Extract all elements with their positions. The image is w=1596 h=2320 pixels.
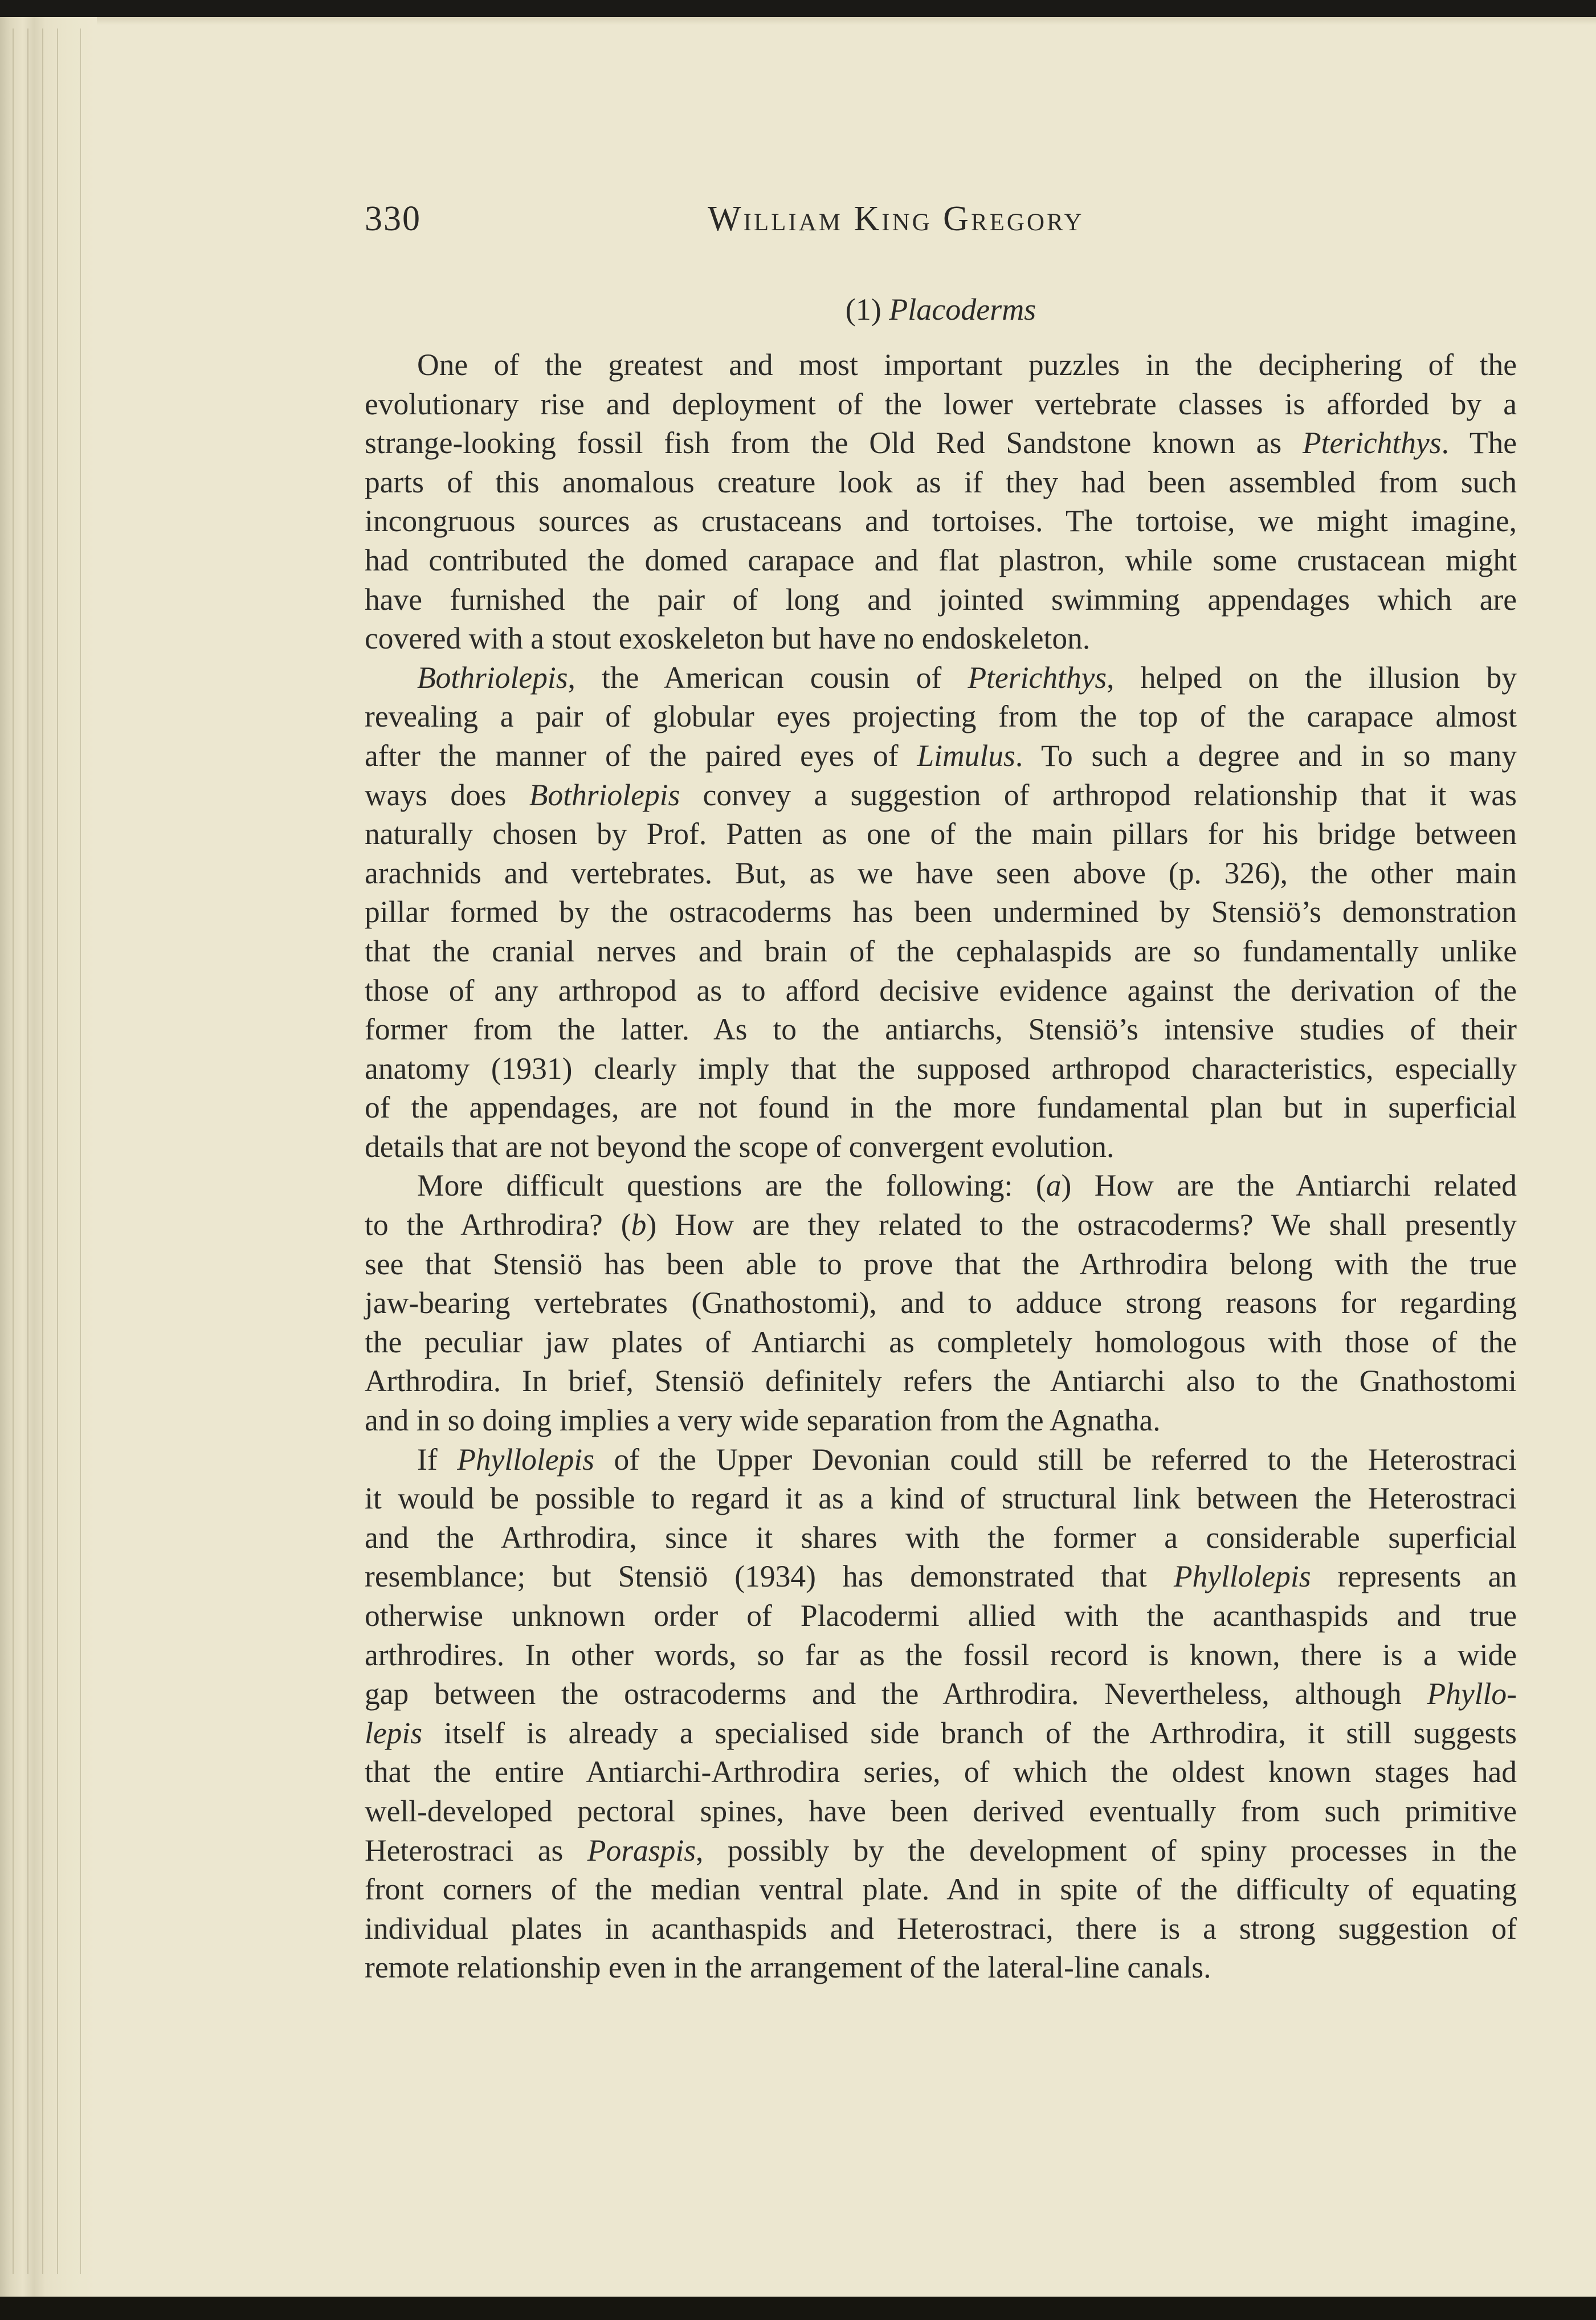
body-text <box>365 345 1517 1987</box>
text-segment: well-developed pectoral spines, have been derived eventually from such primitive <box>365 1793 1517 1828</box>
text-line <box>365 1440 1517 1479</box>
text-line <box>365 776 1517 815</box>
text-segment: the peculiar jaw plates of Antiarchi as completely homologous with those of the <box>365 1324 1517 1359</box>
text-line <box>365 1518 1517 1557</box>
text-segment: gap between the ostracoderms and the Arthrodira. Nevertheless, although <box>365 1677 1427 1711</box>
section-heading <box>365 290 1517 329</box>
text-line <box>365 971 1517 1010</box>
text-line <box>365 1792 1517 1831</box>
text-segment: that the entire Antiarchi-Arthrodira series, of which the oldest known stages had <box>365 1755 1517 1789</box>
text-line <box>365 1049 1517 1088</box>
text-line <box>365 345 1517 385</box>
text-segment: . The <box>1441 426 1517 460</box>
text-line <box>365 1323 1517 1362</box>
text-segment: If <box>417 1442 458 1477</box>
text-line <box>365 854 1517 893</box>
text-segment: arachnids and vertebrates. But, as we have seen above (p. 326), the other main <box>365 855 1517 890</box>
text-line <box>365 814 1517 854</box>
section-title: Placoderms <box>889 292 1036 327</box>
text-segment: incongruous sources as crustaceans and tortoises. The tortoise, we might imagine, <box>365 504 1517 539</box>
text-segment: , possibly by the development of spiny processes in the <box>696 1833 1517 1868</box>
text-segment: convey a suggestion of arthropod relationship that it was <box>680 777 1517 812</box>
page-edge-line <box>27 28 28 2274</box>
text-line <box>365 1870 1517 1909</box>
text-segment: details that are not beyond the scope of convergent evolution. <box>365 1129 1115 1164</box>
text-line <box>365 463 1517 502</box>
text-segment: ) How are the Antiarchi related <box>1061 1168 1517 1203</box>
book-page <box>0 17 1596 2297</box>
text-line <box>365 1479 1517 1518</box>
text-segment: represents an <box>1311 1559 1517 1594</box>
text-line <box>365 932 1517 971</box>
paragraph <box>365 1166 1517 1440</box>
text-line <box>365 541 1517 580</box>
text-segment: . To such a degree and in so many <box>1015 738 1517 773</box>
italic-term: Bothriolepis <box>529 777 680 812</box>
text-line <box>365 658 1517 698</box>
text-line <box>365 501 1517 541</box>
text-line <box>365 1831 1517 1870</box>
text-line <box>365 697 1517 736</box>
italic-term: Pterichthys <box>1302 426 1442 460</box>
text-line <box>365 1361 1517 1401</box>
text-segment: it would be possible to regard it as a kind of structural link between the Heterostraci <box>365 1481 1517 1516</box>
text-segment: resemblance; but Stensiö (1934) has demonstrated that <box>365 1559 1174 1594</box>
section-number: (1) <box>845 292 881 327</box>
text-segment: ) How are they related to the ostracoderms? We shall presently <box>646 1208 1517 1242</box>
page-stack-edges <box>0 17 97 2297</box>
text-line <box>365 1283 1517 1323</box>
text-segment: individual plates in acanthaspids and Heterostraci, there is a strong suggestion of <box>365 1911 1517 1946</box>
text-line <box>365 736 1517 776</box>
text-segment: evolutionary rise and deployment of the lower vertebrate classes is afforded by a <box>365 386 1517 421</box>
text-line <box>365 619 1517 658</box>
text-segment: ways does <box>365 777 529 812</box>
text-line <box>365 1088 1517 1127</box>
text-segment: after the manner of the paired eyes of <box>365 738 917 773</box>
text-segment: have furnished the pair of long and jointed swimming appendages which are <box>365 582 1517 617</box>
text-line <box>365 1948 1517 1987</box>
text-line <box>365 1127 1517 1167</box>
paragraph <box>365 1440 1517 1987</box>
page-number: 330 <box>365 199 421 238</box>
scan-bottom-edge <box>0 2297 1596 2320</box>
page-edge-line <box>57 28 58 2274</box>
text-segment: had contributed the domed carapace and flat plastron, while some crustacean might <box>365 543 1517 577</box>
text-segment: strange-looking fossil fish from the Old Red Sandstone known as <box>365 426 1303 460</box>
text-line <box>365 1010 1517 1049</box>
italic-term: lepis <box>365 1715 423 1750</box>
italic-term: Poraspis <box>587 1833 696 1868</box>
running-head-author: William King Gregory <box>708 199 1084 238</box>
text-segment: and in so doing implies a very wide separation from the Agnatha. <box>365 1403 1161 1438</box>
text-line <box>365 1636 1517 1675</box>
text-line <box>365 892 1517 932</box>
text-segment: Heterostraci as <box>365 1833 587 1868</box>
text-segment: otherwise unknown order of Placodermi allied with the acanthaspids and true <box>365 1599 1517 1633</box>
text-segment: jaw-bearing vertebrates (Gnathostomi), and to adduce strong reasons for regarding <box>365 1286 1517 1320</box>
text-segment: One of the greatest and most important puzzles in the deciphering of the <box>417 348 1517 382</box>
text-line <box>365 1714 1517 1753</box>
text-line <box>365 1245 1517 1284</box>
text-line <box>365 1752 1517 1792</box>
page-top-edge <box>85 17 1596 25</box>
text-line <box>365 1166 1517 1205</box>
text-segment: those of any arthropod as to afford decisive evidence against the derivation of the <box>365 973 1517 1008</box>
text-segment: parts of this anomalous creature look as if they had been assembled from such <box>365 464 1517 499</box>
paragraph <box>365 658 1517 1167</box>
text-segment: , helped on the illusion by <box>1107 660 1517 695</box>
text-segment: front corners of the median ventral plate. And in spite of the difficulty of equating <box>365 1872 1517 1907</box>
text-line <box>365 385 1517 424</box>
page-edge-line <box>13 28 14 2274</box>
text-segment: arthrodires. In other words, so far as the fossil record is known, there is a wide <box>365 1637 1517 1672</box>
italic-term: Phyllo- <box>1427 1677 1517 1711</box>
italic-term: Phyllolepis <box>457 1442 594 1477</box>
page-edge-line <box>80 28 81 2274</box>
paragraph <box>365 345 1517 658</box>
text-segment: pillar formed by the ostracoderms has been undermined by Stensiö’s demonstration <box>365 895 1517 929</box>
text-segment: see that Stensiö has been able to prove that the Arthrodira belong with the true <box>365 1246 1517 1281</box>
text-segment: naturally chosen by Prof. Patten as one of the main pillars for his bridge between <box>365 817 1517 851</box>
text-line <box>365 1205 1517 1245</box>
italic-term: Bothriolepis <box>417 660 568 695</box>
text-line <box>365 1909 1517 1948</box>
text-line <box>365 1557 1517 1596</box>
text-line <box>365 1596 1517 1636</box>
text-segment: More difficult questions are the following: ( <box>417 1168 1046 1203</box>
text-segment: to the Arthrodira? ( <box>365 1208 631 1242</box>
text-segment: itself is already a specialised side branch of the Arthrodira, it still suggests <box>422 1715 1517 1750</box>
text-segment: remote relationship even in the arrangement of the lateral-line canals. <box>365 1950 1211 1985</box>
italic-term: a <box>1046 1168 1062 1203</box>
text-line <box>365 580 1517 619</box>
text-segment: covered with a stout exoskeleton but have no endoskeleton. <box>365 621 1091 656</box>
italic-term: b <box>631 1208 647 1242</box>
text-segment: , the American cousin of <box>568 660 968 695</box>
text-segment: former from the latter. As to the antiarchs, Stensiö’s intensive studies of their <box>365 1012 1517 1047</box>
text-line <box>365 423 1517 463</box>
text-segment: that the cranial nerves and brain of the cephalaspids are so fundamentally unlike <box>365 933 1517 968</box>
text-segment: of the Upper Devonian could still be referred to the Heterostraci <box>594 1442 1517 1477</box>
text-segment: revealing a pair of globular eyes projecting from the top of the carapace almost <box>365 699 1517 734</box>
page-edge-line <box>42 28 43 2274</box>
text-line <box>365 1401 1517 1440</box>
text-segment: and the Arthrodira, since it shares with the former a considerable superficial <box>365 1520 1517 1555</box>
italic-term: Phyllolepis <box>1173 1559 1311 1594</box>
text-segment: anatomy (1931) clearly imply that the supposed arthropod characteristics, especially <box>365 1051 1517 1086</box>
italic-term: Limulus <box>917 738 1015 773</box>
text-segment: of the appendages, are not found in the more fundamental plan but in superficial <box>365 1090 1517 1125</box>
italic-term: Pterichthys <box>968 660 1107 695</box>
text-segment: Arthrodira. In brief, Stensiö definitely refers the Antiarchi also to the Gnathostomi <box>365 1364 1517 1398</box>
text-line <box>365 1674 1517 1714</box>
